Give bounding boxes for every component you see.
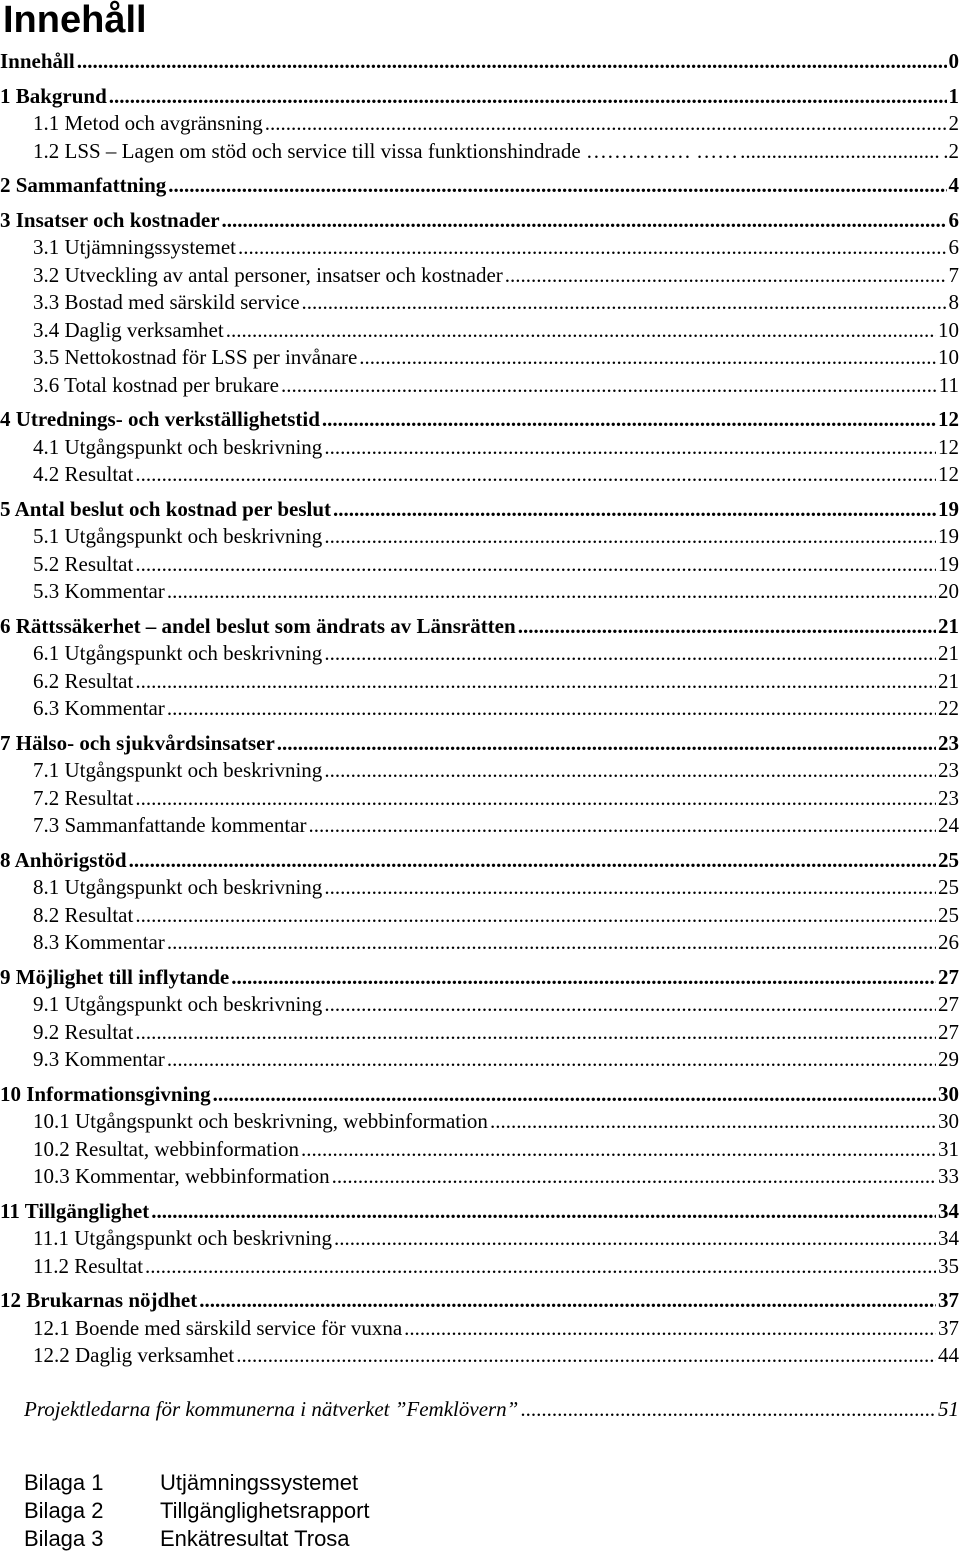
toc-section-entry[interactable] bbox=[0, 640, 960, 668]
dot-leader bbox=[334, 1225, 936, 1252]
toc-section-entry[interactable] bbox=[0, 289, 960, 317]
toc-section-entry[interactable] bbox=[0, 523, 960, 551]
toc-section-entry[interactable] bbox=[0, 785, 960, 813]
toc-section-entry[interactable] bbox=[0, 1108, 960, 1136]
toc-section-entry[interactable] bbox=[0, 1019, 960, 1047]
toc-section-entry[interactable] bbox=[0, 902, 960, 930]
dot-leader bbox=[490, 1108, 936, 1135]
toc-section-entry[interactable] bbox=[0, 1046, 960, 1074]
toc-entry-page: 2 bbox=[948, 111, 959, 135]
toc-chapter-entry[interactable] bbox=[0, 172, 960, 200]
dot-leader bbox=[167, 1046, 936, 1073]
toc-entry-title: 11.2 Resultat bbox=[33, 1253, 144, 1278]
dot-leader bbox=[168, 172, 946, 199]
toc-entry-page: 37 bbox=[938, 1315, 959, 1340]
toc-chapter-entry[interactable] bbox=[0, 847, 960, 875]
toc-entry-page: 21 bbox=[938, 613, 959, 638]
toc-entry-page: 0 bbox=[948, 49, 959, 73]
toc-section-entry[interactable] bbox=[0, 668, 960, 696]
toc-entry-page: 24 bbox=[938, 813, 959, 837]
toc-section-entry[interactable] bbox=[0, 372, 960, 400]
dot-leader bbox=[333, 496, 936, 523]
toc-entry-page: 20 bbox=[938, 579, 959, 603]
toc-entry-title: 11 Tillgänglighet bbox=[0, 1198, 150, 1223]
toc-entry-title: Innehåll bbox=[0, 49, 75, 73]
toc-section-entry[interactable] bbox=[0, 578, 960, 606]
toc-entry-page: 12 bbox=[938, 434, 959, 459]
dot-leader bbox=[740, 138, 941, 165]
toc-entry-page: 44 bbox=[938, 1343, 959, 1367]
toc-entry-page: 31 bbox=[938, 1136, 959, 1161]
toc-entry-page: 19 bbox=[938, 524, 959, 548]
dot-leader bbox=[404, 1315, 936, 1342]
toc-section-entry[interactable] bbox=[0, 461, 960, 489]
toc-entry-title: 5 Antal beslut och kostnad per beslut bbox=[0, 496, 332, 521]
toc-entry-page: 12 bbox=[938, 462, 959, 486]
toc-entry-page: 27 bbox=[938, 992, 959, 1016]
dot-leader bbox=[302, 289, 947, 316]
toc-section-entry[interactable] bbox=[0, 695, 960, 723]
toc-entry-page: 23 bbox=[938, 785, 959, 810]
toc-section-entry[interactable] bbox=[0, 234, 960, 262]
dot-leader bbox=[231, 964, 936, 991]
dot-leader bbox=[324, 991, 936, 1018]
toc-chapter-entry[interactable] bbox=[0, 964, 960, 992]
toc-entry-page: 25 bbox=[938, 847, 959, 872]
dot-leader bbox=[222, 207, 947, 234]
toc-chapter-entry[interactable] bbox=[0, 406, 960, 434]
toc-entry-title: 3.6 Total kostnad per brukare bbox=[33, 372, 279, 397]
toc-chapter-entry[interactable] bbox=[0, 730, 960, 758]
toc-entry-page: 23 bbox=[938, 730, 959, 755]
toc-entry-page: 29 bbox=[938, 1047, 959, 1071]
toc-entry-page: 1 bbox=[948, 83, 959, 108]
toc-entry-title: 9.1 Utgångspunkt och beskrivning bbox=[33, 992, 323, 1016]
appendix-title: Tillgänglighetsrapport bbox=[160, 1498, 370, 1523]
toc-entry-title: 5.3 Kommentar bbox=[33, 579, 165, 603]
toc-section-entry[interactable] bbox=[0, 434, 960, 462]
dot-leader bbox=[324, 757, 936, 784]
dot-leader bbox=[167, 929, 936, 956]
toc-entry-title: 6.1 Utgångspunkt och beskrivning bbox=[33, 641, 323, 665]
toc-entry-page: 10 bbox=[938, 317, 959, 342]
toc-entry-page: 30 bbox=[938, 1081, 959, 1106]
dot-leader bbox=[359, 344, 936, 371]
appendix-label: Bilaga 2 bbox=[24, 1498, 104, 1523]
toc-entry-title: 3.4 Daglig verksamhet bbox=[33, 317, 224, 342]
toc-entry-page: 12 bbox=[938, 407, 959, 431]
toc-entry-page: 19 bbox=[938, 551, 959, 576]
toc-entry-page: 26 bbox=[938, 930, 959, 954]
dot-leader bbox=[265, 110, 947, 137]
dot-leader bbox=[324, 523, 936, 550]
toc-entry-page: 6 bbox=[948, 207, 959, 232]
dot-leader bbox=[281, 372, 937, 399]
toc-entry-page: 33 bbox=[938, 1164, 959, 1188]
toc-chapter-entry[interactable] bbox=[0, 496, 960, 524]
dot-leader bbox=[145, 1253, 936, 1280]
toc-entry-page: 27 bbox=[938, 1019, 959, 1044]
dot-leader bbox=[324, 434, 936, 461]
dot-leader bbox=[518, 613, 936, 640]
dot-leader bbox=[151, 1198, 936, 1225]
toc-entry-title: 8.1 Utgångspunkt och beskrivning bbox=[33, 875, 323, 899]
toc-entry-title: 6 Rättssäkerhet – andel beslut som ändrats av Länsrätten bbox=[0, 613, 516, 638]
dot-leader bbox=[109, 83, 947, 110]
toc-entry-title: 9.2 Resultat bbox=[33, 1019, 134, 1044]
toc-chapter-entry[interactable] bbox=[0, 1081, 960, 1109]
toc-section-entry[interactable] bbox=[0, 1342, 960, 1370]
toc-entry-title: 3.5 Nettokostnad för LSS per invånare bbox=[33, 345, 358, 369]
toc-entry-title: 8.2 Resultat bbox=[33, 902, 134, 927]
toc-entry-title: 10 Informationsgivning bbox=[0, 1081, 211, 1106]
toc-entry-title: 3.2 Utveckling av antal personer, insatser och kostnader bbox=[33, 262, 503, 287]
toc-entry-page: 34 bbox=[938, 1226, 959, 1250]
dot-leader bbox=[309, 812, 936, 839]
toc-entry-title: 8.3 Kommentar bbox=[33, 930, 165, 954]
toc-entry-page: 30 bbox=[938, 1109, 959, 1133]
toc-entry-page: 10 bbox=[938, 345, 959, 369]
dot-leader bbox=[277, 730, 936, 757]
dot-leader bbox=[520, 1396, 936, 1423]
toc-entry-title: 9.3 Kommentar bbox=[33, 1047, 165, 1071]
toc-entry-page: 7 bbox=[948, 262, 959, 287]
dot-leader bbox=[135, 902, 936, 929]
dot-leader bbox=[135, 551, 936, 578]
toc-section-entry[interactable] bbox=[0, 262, 960, 290]
toc-section-entry[interactable] bbox=[0, 1163, 960, 1191]
toc-entry-title: 7.1 Utgångspunkt och beskrivning bbox=[33, 758, 323, 782]
toc-entry-page: 37 bbox=[938, 1288, 959, 1312]
toc-entry-page: 25 bbox=[938, 875, 959, 899]
toc-section-entry[interactable] bbox=[0, 1136, 960, 1164]
toc-entry-title: 3.1 Utjämningssystemet bbox=[33, 235, 236, 259]
dot-leader bbox=[213, 1081, 936, 1108]
toc-section-entry[interactable] bbox=[0, 110, 960, 138]
toc-entry-title: 12.1 Boende med särskild service för vuxna bbox=[33, 1315, 403, 1340]
toc-entry-page: 21 bbox=[938, 668, 959, 693]
toc-chapter-entry[interactable] bbox=[0, 1198, 960, 1226]
toc-entry-page: 34 bbox=[938, 1198, 959, 1223]
appendix-label: Bilaga 1 bbox=[24, 1470, 104, 1495]
toc-entry-page: 35 bbox=[938, 1253, 959, 1278]
toc-section-entry[interactable] bbox=[0, 1253, 960, 1281]
dot-leader bbox=[505, 262, 947, 289]
toc-section-entry[interactable] bbox=[0, 929, 960, 957]
dot-leader bbox=[167, 578, 936, 605]
toc-entry-title: 5.1 Utgångspunkt och beskrivning bbox=[33, 524, 323, 548]
toc-projektledare-entry[interactable] bbox=[0, 1396, 960, 1424]
dot-leader bbox=[77, 48, 947, 75]
dot-leader bbox=[238, 234, 947, 261]
appendix-label: Bilaga 3 bbox=[24, 1526, 104, 1551]
toc-entry-title: 3.3 Bostad med särskild service bbox=[33, 290, 300, 314]
toc-entry-page: 4 bbox=[948, 173, 959, 197]
toc-section-entry[interactable] bbox=[0, 1225, 960, 1253]
toc-entry-title: 6.3 Kommentar bbox=[33, 696, 165, 720]
toc-section-entry[interactable] bbox=[0, 874, 960, 902]
toc-entry-title: 1 Bakgrund bbox=[0, 83, 107, 108]
toc-entry-page: 27 bbox=[938, 964, 959, 989]
dot-leader bbox=[226, 317, 936, 344]
toc-section-entry[interactable] bbox=[0, 991, 960, 1019]
toc-section-entry[interactable] bbox=[0, 812, 960, 840]
toc-entry-title: 7.2 Resultat bbox=[33, 785, 134, 810]
page-title: Innehåll bbox=[3, 0, 147, 41]
toc-section-entry[interactable] bbox=[0, 1315, 960, 1343]
toc-entry-page: 21 bbox=[938, 641, 959, 665]
toc-entry-title: 9 Möjlighet till inflytande bbox=[0, 964, 230, 989]
toc-entry-title: 6.2 Resultat bbox=[33, 668, 134, 693]
toc-chapter-entry[interactable] bbox=[0, 1287, 960, 1315]
toc-entry-title: 5.2 Resultat bbox=[33, 551, 134, 576]
toc-section-entry[interactable] bbox=[0, 757, 960, 785]
toc-entry-title: 4.1 Utgångspunkt och beskrivning bbox=[33, 434, 323, 459]
dot-leader bbox=[236, 1342, 936, 1369]
toc-section-entry[interactable] bbox=[0, 551, 960, 579]
toc-entry-page: 6 bbox=[948, 235, 959, 259]
toc-entry-title: 10.2 Resultat, webbinformation bbox=[33, 1136, 299, 1161]
dot-leader bbox=[129, 847, 936, 874]
toc-section-entry[interactable] bbox=[0, 344, 960, 372]
dot-leader bbox=[199, 1287, 936, 1314]
toc-entry-title: 4.2 Resultat bbox=[33, 462, 134, 486]
dot-leader bbox=[135, 461, 936, 488]
dot-leader bbox=[301, 1136, 936, 1163]
dot-leader bbox=[332, 1163, 936, 1190]
toc-entry-title: 10.1 Utgångspunkt och beskrivning, webbinformation bbox=[33, 1109, 488, 1133]
appendix-item bbox=[24, 1525, 370, 1553]
toc-section-entry[interactable] bbox=[0, 317, 960, 345]
toc-entry-title: 1.1 Metod och avgränsning bbox=[33, 111, 263, 135]
dot-leader bbox=[322, 406, 936, 433]
appendix-item bbox=[24, 1497, 370, 1525]
toc-entry-title: 10.3 Kommentar, webbinformation bbox=[33, 1164, 330, 1188]
toc-entry-title: 7 Hälso- och sjukvårdsinsatser bbox=[0, 730, 275, 755]
toc-entry-title: 7.3 Sammanfattande kommentar bbox=[33, 813, 307, 837]
dot-leader bbox=[135, 668, 936, 695]
toc-entry-title: 4 Utrednings- och verkställighetstid bbox=[0, 407, 320, 431]
toc-entry-page: 11 bbox=[938, 372, 959, 397]
table-of-contents bbox=[0, 48, 960, 1423]
toc-entry-page: .2 bbox=[943, 138, 959, 163]
appendix-title: Utjämningssystemet bbox=[160, 1470, 359, 1495]
toc-entry-title: 11.1 Utgångspunkt och beskrivning bbox=[33, 1226, 333, 1250]
toc-entry-page: 19 bbox=[938, 496, 959, 521]
toc-entry-title: 1.2 LSS – Lagen om stöd och service till vissa funktionshindrade …………… …… bbox=[33, 138, 739, 163]
toc-chapter-entry[interactable] bbox=[0, 207, 960, 235]
toc-entry-title: 8 Anhörigstöd bbox=[0, 847, 127, 872]
appendix-title: Enkätresultat Trosa bbox=[160, 1526, 350, 1551]
toc-chapter-entry[interactable] bbox=[0, 613, 960, 641]
toc-entry-page: 23 bbox=[938, 758, 959, 782]
toc-entry-title: 12.2 Daglig verksamhet bbox=[33, 1343, 235, 1367]
toc-entry-page: 8 bbox=[948, 290, 959, 314]
toc-entry-page: 22 bbox=[938, 696, 959, 720]
toc-entry-page: 25 bbox=[938, 902, 959, 927]
dot-leader bbox=[135, 785, 936, 812]
appendix-list bbox=[24, 1469, 370, 1553]
toc-entry-title: 3 Insatser och kostnader bbox=[0, 207, 220, 232]
toc-chapter-entry[interactable] bbox=[0, 48, 960, 76]
toc-section-entry[interactable] bbox=[0, 138, 960, 166]
toc-entry-title: 12 Brukarnas nöjdhet bbox=[0, 1288, 198, 1312]
dot-leader bbox=[135, 1019, 936, 1046]
toc-entry-page: 51 bbox=[938, 1396, 959, 1421]
dot-leader bbox=[324, 640, 936, 667]
toc-chapter-entry[interactable] bbox=[0, 83, 960, 111]
dot-leader bbox=[167, 695, 936, 722]
dot-leader bbox=[324, 874, 936, 901]
toc-entry-title: Projektledarna för kommunerna i nätverket ”Femklövern” bbox=[24, 1396, 519, 1421]
toc-entry-title: 2 Sammanfattning bbox=[0, 173, 167, 197]
appendix-item bbox=[24, 1469, 370, 1497]
